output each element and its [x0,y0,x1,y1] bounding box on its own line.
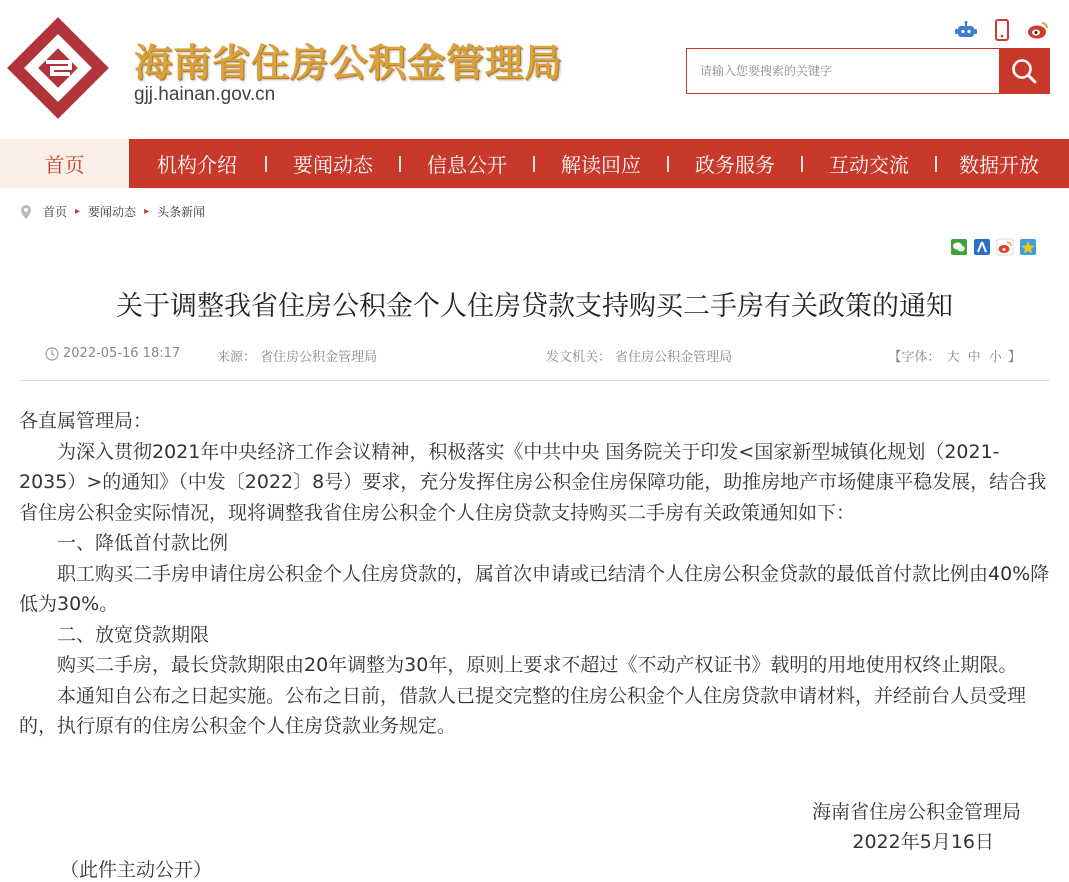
source-value: 省住房公积金管理局 [260,350,378,365]
nav-item-org-intro[interactable]: 机构介绍 [157,153,237,177]
clock-icon [45,347,59,361]
section-heading: 二、放宽贷款期限 [57,623,210,646]
nav-item-info-disclosure[interactable]: 信息公开 [427,153,507,177]
article-meta [0,346,1069,366]
site-header [0,0,1069,139]
chevron-right-icon: ▸ [144,206,150,217]
qzone-share-icon[interactable] [1020,239,1036,255]
breadcrumb-news[interactable]: 要闻动态 [88,205,137,219]
article-body [19,406,1050,742]
breadcrumb-home[interactable]: 首页 [43,205,68,219]
chevron-right-icon: ▸ [75,206,81,217]
font-size-large[interactable]: 大 [946,350,960,365]
divider [19,380,1050,381]
location-pin-icon [19,204,33,220]
weibo-share-icon[interactable] [997,239,1013,255]
paragraph: 为深入贯彻2021年中央经济工作会议精神，积极落实《中共中央 国务院关于印发<国家新型城镇化规划（2021-2035）>的通知》（中发〔2022〕8号）要求，充分发挥住房公积金住房保障功能，助推房地产市场健康平稳发展，结合我省住房公积金实际情况，现将调整我省住房公积金个人住房贷款支持购买二手房有关政策通知如下： [19,440,1047,524]
paragraph: 职工购买二手房申请住房公积金个人住房贷款的，属首次申请或已结清个人住房公积金贷款的最低首付款比例由40%降低为30%。 [19,562,1050,615]
search-button[interactable] [999,49,1049,93]
site-title[interactable]: 海南省住房公积金管理局 [134,41,564,85]
font-size-small[interactable]: 小 [988,350,1002,365]
nav-item-open-data[interactable]: 数据开放 [959,153,1039,177]
paragraph: 购买二手房，最长贷款期限由20年调整为30年，原则上要求不超过《不动产权证书》载明的用地使用权终止期限。 [57,654,1018,676]
paragraph: 本通知自公布之日起实施。公布之日前，借款人已提交完整的住房公积金个人住房贷款申请材料，并经前台人员受理的，执行原有的住房公积金个人住房贷款业务规定。 [19,684,1027,737]
search-icon [1010,57,1038,85]
weibo-icon[interactable] [1027,18,1049,42]
publish-time-value: 2022-05-16 18:17 [63,346,181,361]
search-box [686,48,1050,94]
section-heading: 一、降低首付款比例 [57,532,229,554]
wechat-share-icon[interactable] [951,239,967,255]
nav-item-home[interactable]: 首页 [0,139,129,188]
nav-item-interaction[interactable]: 互动交流 [829,153,909,177]
article-source [217,346,377,365]
nav-item-interpretation[interactable]: 解读回应 [561,153,641,177]
robot-icon[interactable] [955,18,977,42]
nav-item-gov-service[interactable]: 政务服务 [695,153,775,177]
article-issuer [546,346,732,365]
disclosure-note: （此件主动公开） [60,859,213,881]
font-size-switcher [888,346,1021,365]
top-icon-bar [955,18,1049,42]
breadcrumb [19,203,205,220]
renren-share-icon[interactable] [974,239,990,255]
signature-date: 2022年5月16日 [852,831,994,853]
issuer-value: 省住房公积金管理局 [615,350,733,365]
font-size-label: 【字体： [888,350,941,365]
nav-item-news[interactable]: 要闻动态 [293,153,373,177]
issuer-label: 发文机关： [546,350,612,365]
site-domain: gjj.hainan.gov.cn [134,84,276,105]
font-size-label-close: 】 [1007,350,1021,365]
salutation: 各直属管理局： [19,410,153,432]
hainan-gjj-logo-icon[interactable] [12,22,104,114]
publish-time [45,346,180,361]
search-input[interactable] [687,49,999,93]
breadcrumb-headlines[interactable]: 头条新闻 [157,205,206,219]
signature-org: 海南省住房公积金管理局 [811,801,1021,823]
main-nav [0,139,1069,188]
article-title: 关于调整我省住房公积金个人住房贷款支持购买二手房有关政策的通知 [116,291,953,322]
share-bar [951,239,1036,255]
font-size-medium[interactable]: 中 [967,350,981,365]
source-label: 来源： [217,350,257,365]
mobile-phone-icon[interactable] [991,18,1013,42]
